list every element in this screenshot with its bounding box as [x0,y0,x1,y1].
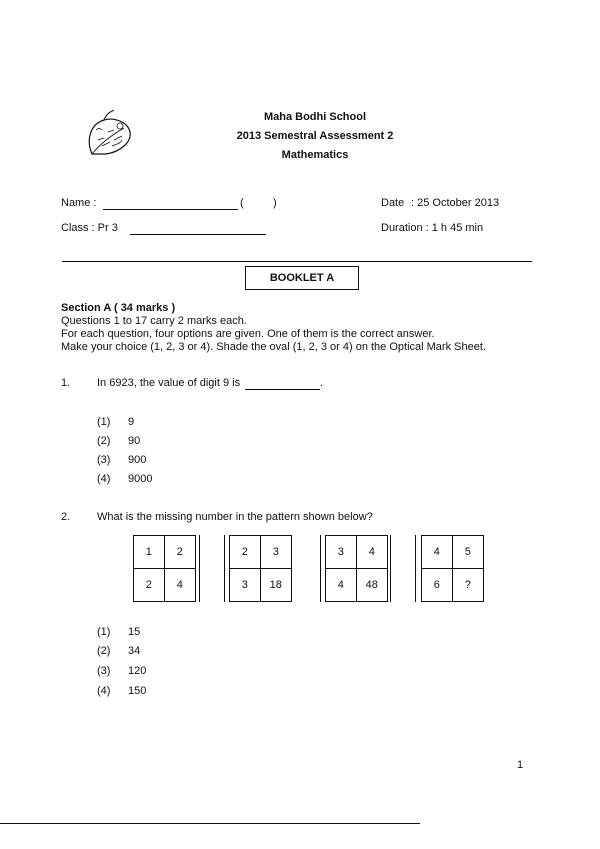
school-name: Maha Bodhi School [263,111,367,123]
grid-cell: 3 [261,536,292,569]
grid-cell: 6 [422,569,453,602]
option-number[interactable]: (3) [97,665,111,677]
grid-cell: 5 [453,536,484,569]
grid-cell: 2 [230,536,261,569]
index-paren-open: ( [240,197,244,209]
option-number[interactable]: (3) [97,454,111,466]
page-number: 1 [517,759,524,771]
option-value: 34 [128,645,141,657]
grid-frame-mark [390,535,394,602]
grid-cell: 48 [365,578,378,591]
grid-cell: 3 [230,569,261,602]
question-text: In 6923, the value of digit 9 is [97,377,241,389]
section-instruction: Make your choice (1, 2, 3 or 4). Shade the oval (1, 2, 3 or 4) on the Optical Mark Sheet. [61,341,486,353]
class-field-line[interactable] [130,234,266,235]
pattern-grid [325,535,388,602]
option-value: 90 [128,435,141,447]
grid-frame-mark [199,535,203,602]
grid-cell: ? [464,578,471,591]
header-divider [62,261,532,262]
date-label: Date [381,197,405,209]
option-value: 120 [128,665,147,677]
grid-frame-mark [320,535,324,602]
school-logo [84,110,136,160]
duration-label: Duration : 1 h 45 min [381,222,484,234]
option-number[interactable]: (1) [97,626,111,638]
footer-line [0,823,420,824]
question-number: 2. [61,511,71,523]
option-value: 900 [128,454,147,466]
option-value: 15 [128,626,141,638]
pattern-grid [133,535,196,602]
date-value: : 25 October 2013 [411,197,500,209]
option-value: 9 [128,416,135,428]
grid-cell: 1 [134,536,165,569]
answer-blank [245,389,320,390]
grid-cell: 4 [357,536,388,569]
grid-cell: 4 [326,569,357,602]
option-number[interactable]: (4) [97,473,111,485]
name-field-line[interactable] [103,209,238,210]
booklet-label: BOOKLET A [245,266,359,290]
subject-title: Mathematics [281,149,349,161]
option-value: 9000 [128,473,153,485]
option-number[interactable]: (2) [97,435,111,447]
option-number[interactable]: (2) [97,645,111,657]
grid-cell: 2 [134,569,165,602]
pattern-grid [421,535,484,602]
question-number: 1. [61,377,71,389]
section-title: Section A ( 34 marks ) [61,302,176,314]
grid-cell: 18 [269,578,282,591]
section-instruction: Questions 1 to 17 carry 2 marks each. [61,315,247,327]
grid-cell: 2 [165,536,196,569]
answer-blank-end: . [320,377,324,389]
assessment-title: 2013 Semestral Assessment 2 [236,130,394,142]
name-label: Name : [61,197,97,209]
grid-cell: 4 [176,578,183,591]
grid-frame-mark [224,535,228,602]
option-number[interactable]: (4) [97,685,111,697]
option-number[interactable]: (1) [97,416,111,428]
index-paren-close: ) [273,197,277,209]
class-label: Class : Pr 3 [61,222,118,234]
grid-cell: 4 [422,536,453,569]
option-value: 150 [128,685,147,697]
section-instruction: For each question, four options are given. One of them is the correct answer. [61,328,435,340]
grid-frame-mark [415,535,419,602]
question-text: What is the missing number in the pattern shown below? [97,511,373,523]
grid-cell: 3 [326,536,357,569]
pattern-grid [229,535,292,602]
